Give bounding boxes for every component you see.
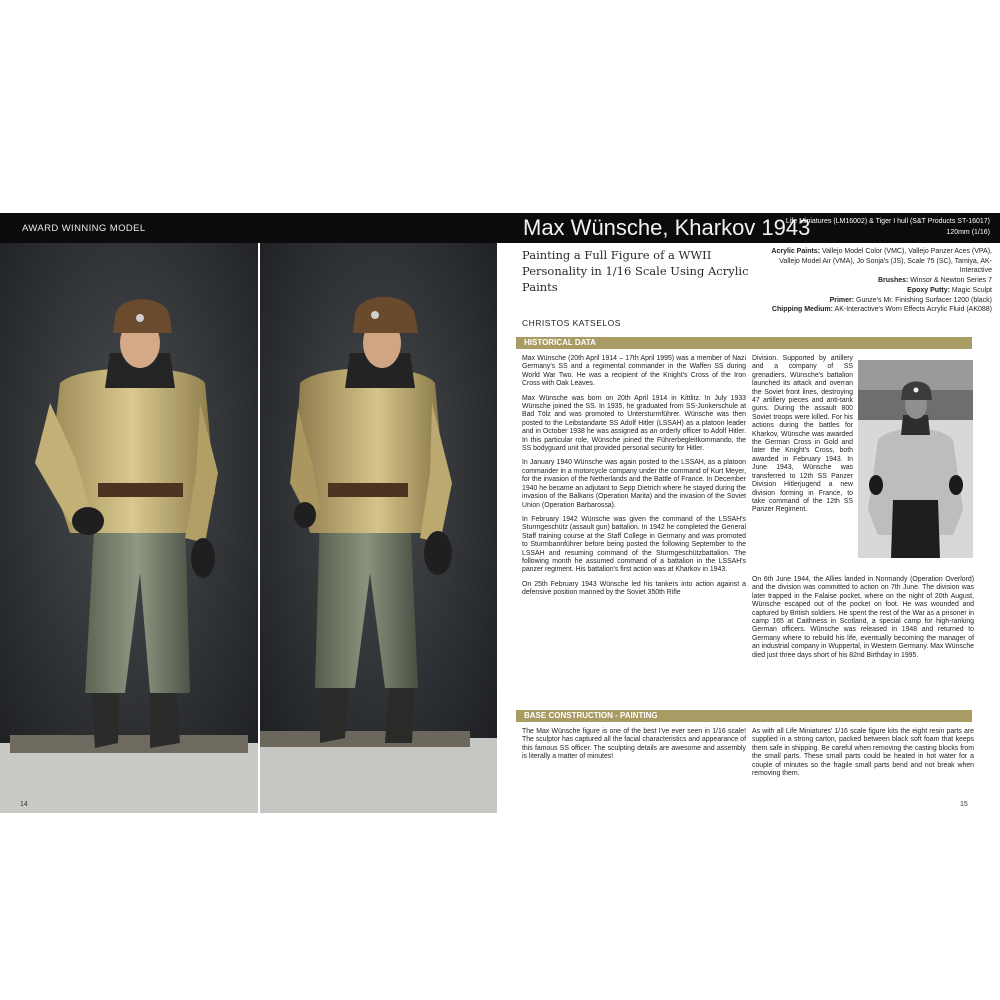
base-construction-heading: BASE CONSTRUCTION - PAINTING	[516, 710, 972, 722]
materials-list	[757, 247, 992, 315]
figure-photo-side	[260, 243, 497, 813]
materials-text: Gunze's Mr. Finishing Surfacer 1200 (black)	[856, 296, 992, 304]
materials-item	[757, 305, 992, 315]
materials-label: Brushes:	[878, 277, 909, 285]
materials-item	[757, 286, 992, 296]
paragraph: On 25th February 1943 Wünsche led his tankers into action against a defensive position manned by the Soviet 350th Rifle	[522, 580, 746, 597]
magazine-spread	[0, 213, 1000, 813]
section-label: AWARD WINNING MODEL	[22, 223, 146, 234]
materials-label: Chipping Medium:	[771, 306, 833, 314]
materials-text: AK-Interactive's Worn Effects Acrylic Fluid (AK088)	[834, 306, 992, 314]
author-name: CHRISTOS KATSELOS	[522, 318, 621, 328]
kit-credit-line: Life Miniatures (LM16002) & Tiger I hull (S&T Products ST-16017)	[785, 218, 990, 225]
materials-text: Magic Sculpt	[951, 286, 992, 294]
paragraph: Max Wünsche (20th April 1914 – 17th April 1995) was a member of Nazi Germany's SS and a regimental commander in the Waffen SS during World War Two. He was a recipient of the Knight's Cross of the Iron Cross with Oak Leaves.	[522, 355, 746, 388]
materials-item	[757, 247, 992, 276]
header-bar	[0, 213, 1000, 243]
historical-column-2-wrap	[752, 355, 853, 521]
historical-column-2	[752, 576, 974, 666]
page-number-right: 15	[960, 801, 968, 808]
paragraph: In January 1940 Wünsche was again posted to the LSSAH, as a platoon commander in a motorcycle company under the command of Kurt Meyer, for the invasion of the Netherlands and the Battle of France. In December 1940 he became an adjutant to Sepp Dietrich where he stayed during the invasion of the Balkans (Operation Marita) and the invasion of the Soviet Union (Operation Barbarossa).	[522, 459, 746, 509]
historical-data-heading: HISTORICAL DATA	[516, 337, 972, 349]
materials-item	[757, 276, 992, 286]
historical-photo	[858, 360, 973, 558]
figure-photo-front	[0, 243, 258, 813]
paragraph: In February 1942 Wünsche was given the command of the LSSAH's Sturmgeschütz (assault gun) battalion. In 1942 he completed the General Staff training course at the Staff College in Germany and was promoted to Sturmbannführer before being posted the following September to the LSSAH and resuming command of the Sturmgeschützbattalion. The following month he assumed command of a battalion in the LSSAH's panzer regiment. His battalion's first action was at Kharkov in 1943.	[522, 515, 746, 574]
materials-label: Primer:	[829, 296, 855, 304]
article-subtitle: Painting a Full Figure of a WWII Personality in 1/16 Scale Using Acrylic Paints	[522, 248, 749, 294]
materials-item	[757, 296, 992, 306]
historical-column-1	[522, 355, 746, 604]
materials-label: Epoxy Putty:	[907, 286, 950, 294]
paragraph: The Max Wünsche figure is one of the best I've ever seen in 1/16 scale! The sculptor has captured all the facial characteristics and appearance of this famous SS officer. The sculpting details are awesome and assembly is literally a matter of minutes!	[522, 728, 746, 761]
paragraph: Division. Supported by artillery and a company of SS grenadiers, Wünsche's battalion launched its attack and overran the Soviet front lines, destroying 47 artillery pieces and anti-tank guns. During the assault 800 Soviet troops were killed. For his actions during the battles for Kharkov, Wünsche was awarded the German Cross in Gold and later the Knight's Cross, both awarded in February 1943. In June 1943, Wünsche was transferred to 12th SS Panzer Division Hitlerjugend a new division forming in France, to take command of the 12th SS Panzer Regiment.	[752, 355, 853, 514]
materials-text: Winsor & Newton Series 7	[910, 277, 992, 285]
kit-credits	[750, 216, 990, 238]
kit-scale-line: 120mm (1/16)	[946, 229, 990, 236]
materials-label: Acrylic Paints:	[771, 248, 821, 255]
base-column-2	[752, 728, 974, 784]
paragraph: As with all Life Miniatures' 1/16 scale figure kits the eight resin parts are supplied in a strong carton, packed between black soft foam that keeps them safe in shipping. Be careful when removing the casting blocks from the small parts. These small parts could be heated in hot water for a couple of minutes so the fragile small parts bend and not break when removing them.	[752, 728, 974, 778]
article-title: Max Wünsche, Kharkov 1943	[523, 215, 811, 240]
paragraph: Max Wünsche was born on 20th April 1914 in Kittlitz. In July 1933 Wünsche joined the SS. In 1935, he graduated from SS-Junkerschule at Bad Tölz and was promoted to Untersturmführer. Wünsche was then posted to the Leibstandarte SS Adolf Hitler (LSSAH) as a platoon leader and in October 1938 he was assigned as an orderly officer to Adolf Hitler. In this particular role, Wünsche joined the Führerbegleitkommando, the SS bodyguard unit that provided personal security for Hitler.	[522, 394, 746, 453]
page-number-left: 14	[20, 801, 28, 808]
paragraph: On 6th June 1944, the Allies landed in Normandy (Operation Overlord) and the division was committed to action on 7th June. The division was later trapped in the Falaise pocket, where on the night of 20th August, Wünsche escaped out of the pocket on foot. He was wounded and captured by British soldiers. He spent the rest of the War as a prisoner in camp 165 at Caithness in Scotland, a special camp for high-ranking German officers. Wünsche was released in 1948 and returned to Germany where to rebuild his life, eventually becoming the manager of an industrial company in Wuppertal, in Western Germany. Max Wünsche died just three days short of his 82nd Birthday in 1995.	[752, 576, 974, 659]
base-column-1	[522, 728, 746, 768]
materials-text: Vallejo Model Color (VMC), Vallejo Panzer Aces (VPA), Vallejo Model Air (VMA), Jo Sonja's (JS), Scale 75 (SC), Tamiya, AK-Interactive	[779, 248, 992, 275]
